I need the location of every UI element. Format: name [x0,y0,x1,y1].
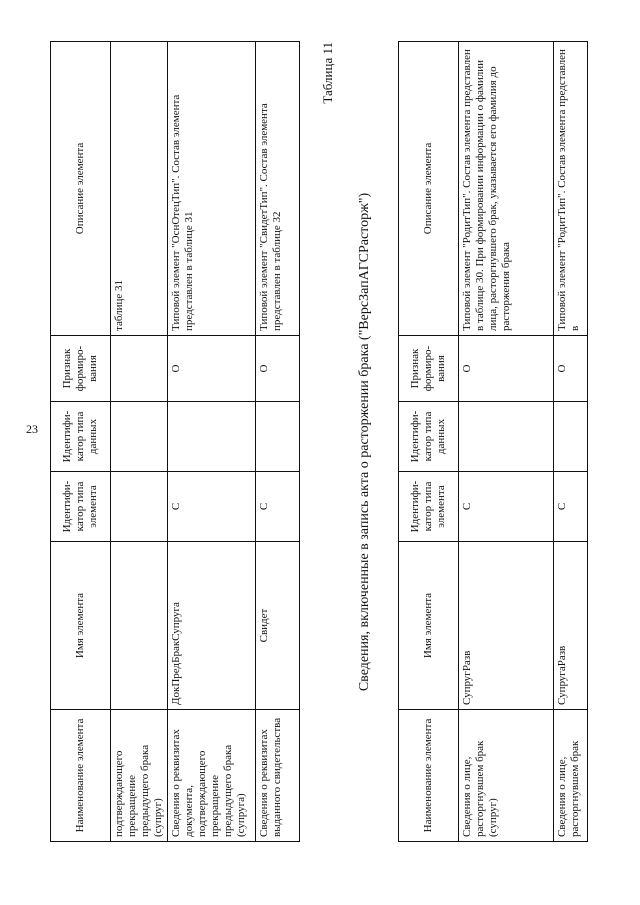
table-cell [459,402,554,472]
table-cell: Сведения о лице, расторгнувшем брак (супруг) [459,710,554,842]
table-cell: С [255,472,299,542]
table-cell: С [459,472,554,542]
table-row [459,42,554,842]
table-continued [50,41,300,842]
table-11 [398,41,588,842]
table-cell: Сведения о реквизитах документа, подтверждающего прекращение предыдущего брака (супруга) [167,710,255,842]
table-cell: О [554,336,588,402]
header-cell: Признак формиро-вания [399,336,459,402]
table-header-row [399,42,459,842]
table-cell: Сведения о лице, расторгнувшем брак [554,710,588,842]
page-number: 23 [26,422,38,436]
table-row [554,42,588,842]
table-cell: Типовой элемент "ОснОтецТип". Состав элемента представлен в таблице 31 [167,42,255,336]
header-cell: Наименование элемента [399,710,459,842]
table-cell [111,402,168,472]
table-cell: О [255,336,299,402]
table-cell: таблице 31 [111,42,168,336]
table-cell [167,402,255,472]
table-cell: О [459,336,554,402]
header-cell: Описание элемента [51,42,111,336]
table-cell: подтверждающего прекращение предыдущего брака (супруг) [111,710,168,842]
table-row [111,42,168,842]
header-cell: Имя элемента [399,542,459,710]
header-cell: Идентифи-катор типа данных [399,402,459,472]
table-cell: Свидет [255,542,299,710]
header-cell: Идентифи-катор типа данных [51,402,111,472]
table-cell: ДокПредБракСупруга [167,542,255,710]
table-cell: С [167,472,255,542]
table-row [167,42,255,842]
table-cell: Сведения о реквизитах выданного свидетельства [255,710,299,842]
table-cell: О [167,336,255,402]
header-cell: Имя элемента [51,542,111,710]
rotated-page-content [50,42,610,842]
header-cell: Идентифи-катор типа элемента [399,472,459,542]
table-cell: Типовой элемент "РодитТип". Состав элемента представлен в [554,42,588,336]
table-title: Сведения, включенные в запись акта о расторжении брака ("ВерсЗапАГСРасторж") [357,192,372,692]
header-cell: Наименование элемента [51,710,111,842]
table-cell [111,542,168,710]
table-cell: С [554,472,588,542]
table-cell [111,336,168,402]
header-cell: Идентифи-катор типа элемента [51,472,111,542]
table-header-row [51,42,111,842]
table-row [255,42,299,842]
header-cell: Описание элемента [399,42,459,336]
table-cell [255,402,299,472]
table-cell: Типовой элемент "РодитТип". Состав элемента представлен в таблице 30. При формировании информации о фамилии лица, расторгнувшего брак, указывается его фамилия до расторжения брака [459,42,554,336]
table-cell [554,402,588,472]
table-cell [111,472,168,542]
table-number-label: Таблица 11 [320,42,335,104]
table-cell: СупругаРазв [554,542,588,710]
table-cell: Типовой элемент "СвидетТип". Состав элемента представлен в таблице 32 [255,42,299,336]
header-cell: Признак формиро-вания [51,336,111,402]
table-cell: СупругРазв [459,542,554,710]
